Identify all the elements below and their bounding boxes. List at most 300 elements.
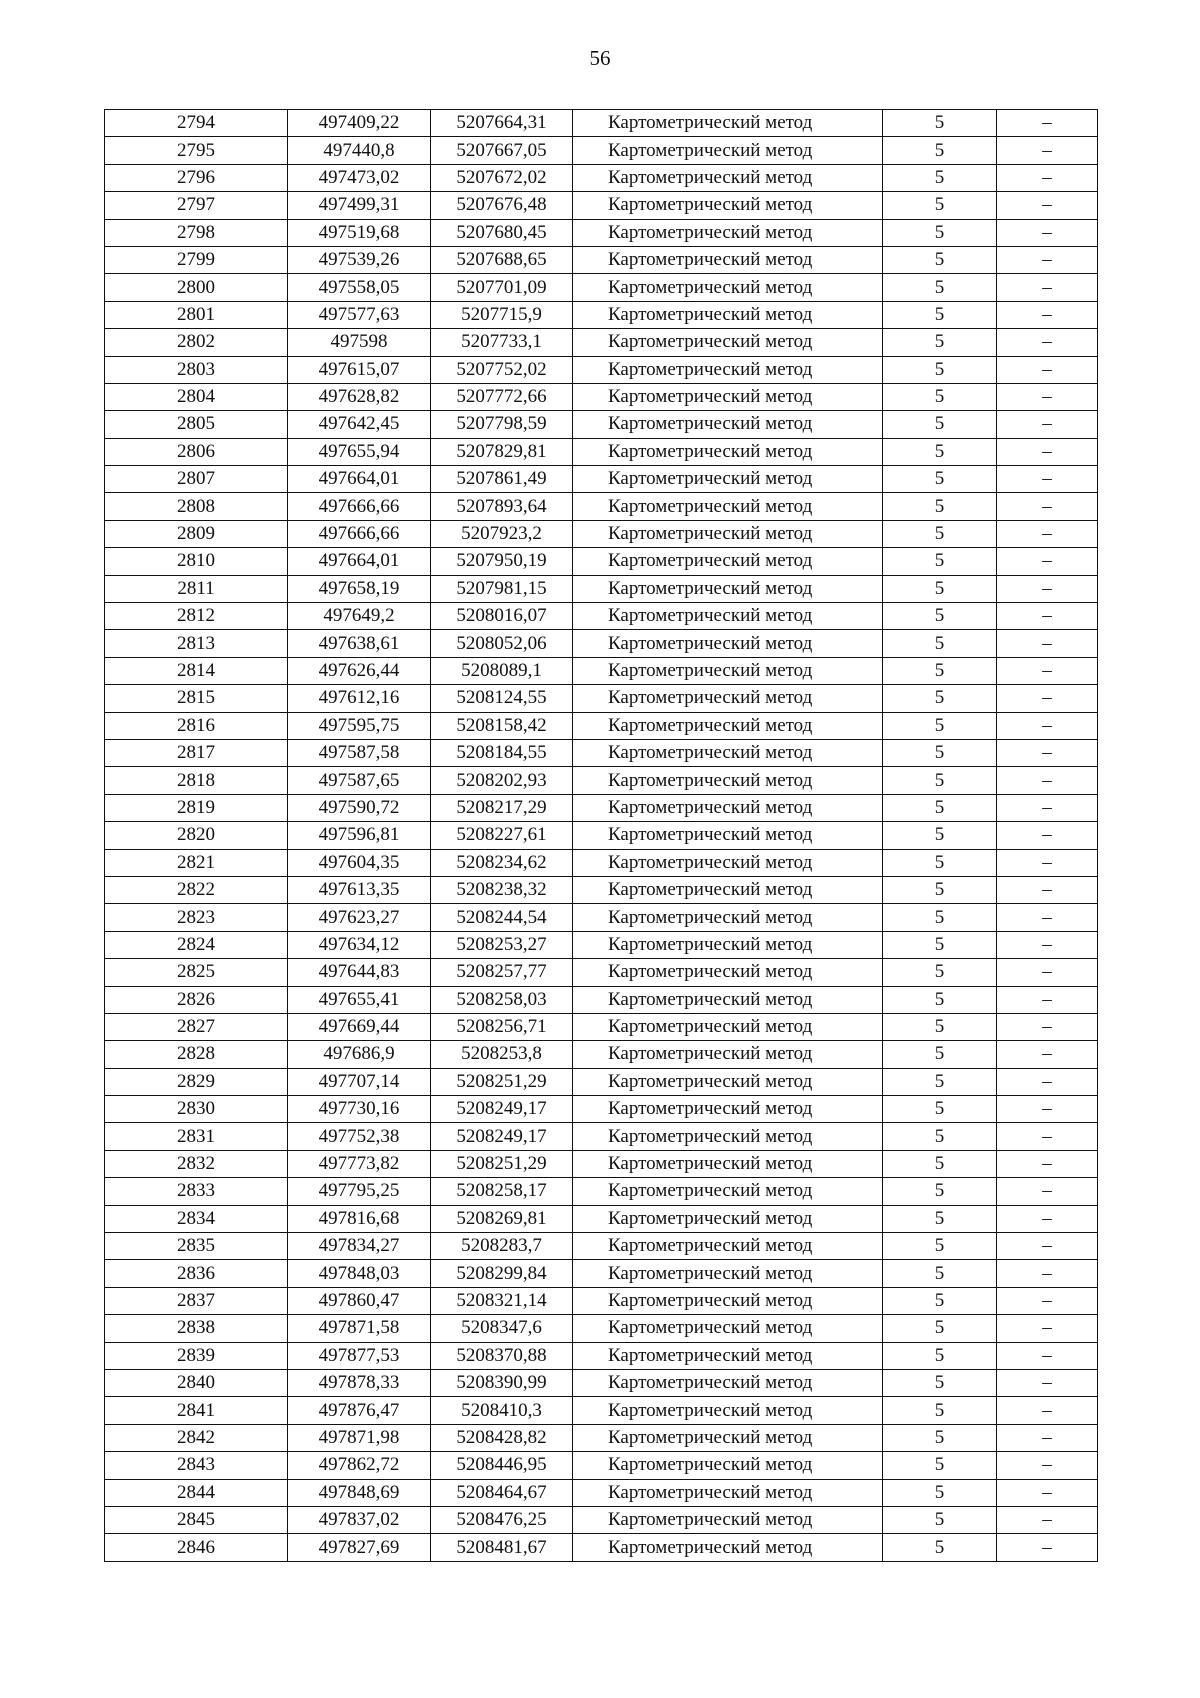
point-number-cell: 2810 <box>105 548 288 575</box>
note-cell: – <box>997 1397 1098 1424</box>
table-row <box>105 466 1098 493</box>
accuracy-cell: 5 <box>883 959 997 986</box>
table-row <box>105 1096 1098 1123</box>
x-coordinate-cell: 497655,94 <box>288 438 431 465</box>
accuracy-cell: 5 <box>883 931 997 958</box>
table-row <box>105 1397 1098 1424</box>
accuracy-cell: 5 <box>883 493 997 520</box>
y-coordinate-cell: 5207701,09 <box>431 274 573 301</box>
note-cell: – <box>997 137 1098 164</box>
x-coordinate-cell: 497596,81 <box>288 822 431 849</box>
note-cell: – <box>997 466 1098 493</box>
accuracy-cell: 5 <box>883 1452 997 1479</box>
x-coordinate-cell: 497878,33 <box>288 1369 431 1396</box>
point-number-cell: 2820 <box>105 822 288 849</box>
x-coordinate-cell: 497666,66 <box>288 520 431 547</box>
method-cell: Картометрический метод <box>573 520 883 547</box>
x-coordinate-cell: 497612,16 <box>288 685 431 712</box>
table-row <box>105 712 1098 739</box>
x-coordinate-cell: 497598 <box>288 329 431 356</box>
point-number-cell: 2837 <box>105 1287 288 1314</box>
y-coordinate-cell: 5208258,03 <box>431 986 573 1013</box>
note-cell: – <box>997 986 1098 1013</box>
x-coordinate-cell: 497795,25 <box>288 1178 431 1205</box>
accuracy-cell: 5 <box>883 1013 997 1040</box>
accuracy-cell: 5 <box>883 1315 997 1342</box>
x-coordinate-cell: 497623,27 <box>288 904 431 931</box>
x-coordinate-cell: 497558,05 <box>288 274 431 301</box>
accuracy-cell: 5 <box>883 986 997 1013</box>
y-coordinate-cell: 5207680,45 <box>431 219 573 246</box>
x-coordinate-cell: 497587,58 <box>288 739 431 766</box>
y-coordinate-cell: 5207950,19 <box>431 548 573 575</box>
note-cell: – <box>997 1369 1098 1396</box>
method-cell: Картометрический метод <box>573 712 883 739</box>
x-coordinate-cell: 497595,75 <box>288 712 431 739</box>
y-coordinate-cell: 5208251,29 <box>431 1150 573 1177</box>
x-coordinate-cell: 497613,35 <box>288 876 431 903</box>
point-number-cell: 2817 <box>105 739 288 766</box>
accuracy-cell: 5 <box>883 1424 997 1451</box>
x-coordinate-cell: 497626,44 <box>288 657 431 684</box>
y-coordinate-cell: 5208249,17 <box>431 1123 573 1150</box>
y-coordinate-cell: 5208481,67 <box>431 1534 573 1561</box>
note-cell: – <box>997 274 1098 301</box>
y-coordinate-cell: 5207715,9 <box>431 301 573 328</box>
point-number-cell: 2804 <box>105 383 288 410</box>
point-number-cell: 2843 <box>105 1452 288 1479</box>
note-cell: – <box>997 383 1098 410</box>
method-cell: Картометрический метод <box>573 1424 883 1451</box>
y-coordinate-cell: 5208428,82 <box>431 1424 573 1451</box>
note-cell: – <box>997 1424 1098 1451</box>
y-coordinate-cell: 5208052,06 <box>431 630 573 657</box>
accuracy-cell: 5 <box>883 657 997 684</box>
y-coordinate-cell: 5208158,42 <box>431 712 573 739</box>
note-cell: – <box>997 1041 1098 1068</box>
point-number-cell: 2815 <box>105 685 288 712</box>
accuracy-cell: 5 <box>883 411 997 438</box>
accuracy-cell: 5 <box>883 137 997 164</box>
accuracy-cell: 5 <box>883 603 997 630</box>
y-coordinate-cell: 5207772,66 <box>431 383 573 410</box>
table-row <box>105 356 1098 383</box>
note-cell: – <box>997 712 1098 739</box>
method-cell: Картометрический метод <box>573 356 883 383</box>
y-coordinate-cell: 5208370,88 <box>431 1342 573 1369</box>
x-coordinate-cell: 497604,35 <box>288 849 431 876</box>
method-cell: Картометрический метод <box>573 1534 883 1561</box>
accuracy-cell: 5 <box>883 1479 997 1506</box>
x-coordinate-cell: 497539,26 <box>288 246 431 273</box>
point-number-cell: 2825 <box>105 959 288 986</box>
method-cell: Картометрический метод <box>573 438 883 465</box>
accuracy-cell: 5 <box>883 739 997 766</box>
point-number-cell: 2801 <box>105 301 288 328</box>
x-coordinate-cell: 497848,69 <box>288 1479 431 1506</box>
point-number-cell: 2798 <box>105 219 288 246</box>
accuracy-cell: 5 <box>883 1150 997 1177</box>
accuracy-cell: 5 <box>883 630 997 657</box>
point-number-cell: 2806 <box>105 438 288 465</box>
x-coordinate-cell: 497860,47 <box>288 1287 431 1314</box>
x-coordinate-cell: 497837,02 <box>288 1506 431 1533</box>
table-row <box>105 794 1098 821</box>
accuracy-cell: 5 <box>883 383 997 410</box>
y-coordinate-cell: 5208253,27 <box>431 931 573 958</box>
method-cell: Картометрический метод <box>573 1096 883 1123</box>
table-row <box>105 1479 1098 1506</box>
x-coordinate-cell: 497577,63 <box>288 301 431 328</box>
table-row <box>105 246 1098 273</box>
note-cell: – <box>997 246 1098 273</box>
accuracy-cell: 5 <box>883 794 997 821</box>
method-cell: Картометрический метод <box>573 1205 883 1232</box>
table-row <box>105 986 1098 1013</box>
y-coordinate-cell: 5208184,55 <box>431 739 573 766</box>
note-cell: – <box>997 630 1098 657</box>
y-coordinate-cell: 5208410,3 <box>431 1397 573 1424</box>
accuracy-cell: 5 <box>883 164 997 191</box>
table-row <box>105 137 1098 164</box>
point-number-cell: 2816 <box>105 712 288 739</box>
accuracy-cell: 5 <box>883 1342 997 1369</box>
y-coordinate-cell: 5208202,93 <box>431 767 573 794</box>
y-coordinate-cell: 5207861,49 <box>431 466 573 493</box>
table-row <box>105 1178 1098 1205</box>
note-cell: – <box>997 1315 1098 1342</box>
method-cell: Картометрический метод <box>573 548 883 575</box>
x-coordinate-cell: 497816,68 <box>288 1205 431 1232</box>
y-coordinate-cell: 5208321,14 <box>431 1287 573 1314</box>
note-cell: – <box>997 657 1098 684</box>
y-coordinate-cell: 5208347,6 <box>431 1315 573 1342</box>
y-coordinate-cell: 5207733,1 <box>431 329 573 356</box>
accuracy-cell: 5 <box>883 1506 997 1533</box>
point-number-cell: 2797 <box>105 192 288 219</box>
point-number-cell: 2813 <box>105 630 288 657</box>
y-coordinate-cell: 5207688,65 <box>431 246 573 273</box>
y-coordinate-cell: 5207676,48 <box>431 192 573 219</box>
method-cell: Картометрический метод <box>573 1287 883 1314</box>
table-row <box>105 959 1098 986</box>
method-cell: Картометрический метод <box>573 630 883 657</box>
y-coordinate-cell: 5207829,81 <box>431 438 573 465</box>
table-row <box>105 274 1098 301</box>
point-number-cell: 2823 <box>105 904 288 931</box>
table-row <box>105 192 1098 219</box>
point-number-cell: 2819 <box>105 794 288 821</box>
point-number-cell: 2844 <box>105 1479 288 1506</box>
y-coordinate-cell: 5208249,17 <box>431 1096 573 1123</box>
point-number-cell: 2799 <box>105 246 288 273</box>
y-coordinate-cell: 5207752,02 <box>431 356 573 383</box>
method-cell: Картометрический метод <box>573 1233 883 1260</box>
x-coordinate-cell: 497773,82 <box>288 1150 431 1177</box>
method-cell: Картометрический метод <box>573 301 883 328</box>
method-cell: Картометрический метод <box>573 986 883 1013</box>
accuracy-cell: 5 <box>883 1178 997 1205</box>
x-coordinate-cell: 497590,72 <box>288 794 431 821</box>
x-coordinate-cell: 497473,02 <box>288 164 431 191</box>
accuracy-cell: 5 <box>883 876 997 903</box>
table-row <box>105 383 1098 410</box>
y-coordinate-cell: 5207667,05 <box>431 137 573 164</box>
method-cell: Картометрический метод <box>573 329 883 356</box>
x-coordinate-cell: 497615,07 <box>288 356 431 383</box>
note-cell: – <box>997 767 1098 794</box>
method-cell: Картометрический метод <box>573 1342 883 1369</box>
accuracy-cell: 5 <box>883 767 997 794</box>
table-row <box>105 1506 1098 1533</box>
y-coordinate-cell: 5207893,64 <box>431 493 573 520</box>
point-number-cell: 2839 <box>105 1342 288 1369</box>
note-cell: – <box>997 520 1098 547</box>
point-number-cell: 2846 <box>105 1534 288 1561</box>
accuracy-cell: 5 <box>883 685 997 712</box>
x-coordinate-cell: 497666,66 <box>288 493 431 520</box>
table-row <box>105 603 1098 630</box>
x-coordinate-cell: 497871,58 <box>288 1315 431 1342</box>
point-number-cell: 2833 <box>105 1178 288 1205</box>
method-cell: Картометрический метод <box>573 1123 883 1150</box>
point-number-cell: 2842 <box>105 1424 288 1451</box>
x-coordinate-cell: 497834,27 <box>288 1233 431 1260</box>
table-row <box>105 630 1098 657</box>
accuracy-cell: 5 <box>883 822 997 849</box>
y-coordinate-cell: 5208390,99 <box>431 1369 573 1396</box>
note-cell: – <box>997 301 1098 328</box>
method-cell: Картометрический метод <box>573 931 883 958</box>
x-coordinate-cell: 497871,98 <box>288 1424 431 1451</box>
method-cell: Картометрический метод <box>573 876 883 903</box>
accuracy-cell: 5 <box>883 520 997 547</box>
accuracy-cell: 5 <box>883 438 997 465</box>
point-number-cell: 2807 <box>105 466 288 493</box>
method-cell: Картометрический метод <box>573 1150 883 1177</box>
y-coordinate-cell: 5208124,55 <box>431 685 573 712</box>
accuracy-cell: 5 <box>883 329 997 356</box>
table-row <box>105 1287 1098 1314</box>
accuracy-cell: 5 <box>883 904 997 931</box>
point-number-cell: 2828 <box>105 1041 288 1068</box>
x-coordinate-cell: 497686,9 <box>288 1041 431 1068</box>
point-number-cell: 2794 <box>105 110 288 137</box>
table-row <box>105 1205 1098 1232</box>
table-row <box>105 739 1098 766</box>
note-cell: – <box>997 1178 1098 1205</box>
point-number-cell: 2841 <box>105 1397 288 1424</box>
coordinates-table <box>104 109 1098 1562</box>
table-row <box>105 1342 1098 1369</box>
method-cell: Картометрический метод <box>573 274 883 301</box>
table-row <box>105 219 1098 246</box>
x-coordinate-cell: 497664,01 <box>288 466 431 493</box>
table-row <box>105 849 1098 876</box>
y-coordinate-cell: 5208256,71 <box>431 1013 573 1040</box>
method-cell: Картометрический метод <box>573 1479 883 1506</box>
accuracy-cell: 5 <box>883 712 997 739</box>
method-cell: Картометрический метод <box>573 1041 883 1068</box>
note-cell: – <box>997 822 1098 849</box>
note-cell: – <box>997 1096 1098 1123</box>
point-number-cell: 2809 <box>105 520 288 547</box>
accuracy-cell: 5 <box>883 1123 997 1150</box>
accuracy-cell: 5 <box>883 1534 997 1561</box>
note-cell: – <box>997 1150 1098 1177</box>
accuracy-cell: 5 <box>883 1068 997 1095</box>
note-cell: – <box>997 575 1098 602</box>
note-cell: – <box>997 739 1098 766</box>
table-row <box>105 1041 1098 1068</box>
table-row <box>105 1123 1098 1150</box>
method-cell: Картометрический метод <box>573 739 883 766</box>
table-row <box>105 575 1098 602</box>
x-coordinate-cell: 497499,31 <box>288 192 431 219</box>
table-row <box>105 548 1098 575</box>
note-cell: – <box>997 959 1098 986</box>
method-cell: Картометрический метод <box>573 1315 883 1342</box>
x-coordinate-cell: 497519,68 <box>288 219 431 246</box>
point-number-cell: 2802 <box>105 329 288 356</box>
point-number-cell: 2835 <box>105 1233 288 1260</box>
table-row <box>105 493 1098 520</box>
note-cell: – <box>997 931 1098 958</box>
x-coordinate-cell: 497440,8 <box>288 137 431 164</box>
x-coordinate-cell: 497877,53 <box>288 1342 431 1369</box>
method-cell: Картометрический метод <box>573 1260 883 1287</box>
accuracy-cell: 5 <box>883 1287 997 1314</box>
point-number-cell: 2838 <box>105 1315 288 1342</box>
coordinates-table-body <box>105 110 1098 1562</box>
point-number-cell: 2831 <box>105 1123 288 1150</box>
table-row <box>105 520 1098 547</box>
y-coordinate-cell: 5208238,32 <box>431 876 573 903</box>
note-cell: – <box>997 1068 1098 1095</box>
point-number-cell: 2814 <box>105 657 288 684</box>
point-number-cell: 2840 <box>105 1369 288 1396</box>
note-cell: – <box>997 1123 1098 1150</box>
note-cell: – <box>997 438 1098 465</box>
accuracy-cell: 5 <box>883 1041 997 1068</box>
table-row <box>105 1315 1098 1342</box>
accuracy-cell: 5 <box>883 1233 997 1260</box>
note-cell: – <box>997 603 1098 630</box>
accuracy-cell: 5 <box>883 1096 997 1123</box>
y-coordinate-cell: 5208283,7 <box>431 1233 573 1260</box>
method-cell: Картометрический метод <box>573 849 883 876</box>
table-row <box>105 1150 1098 1177</box>
point-number-cell: 2822 <box>105 876 288 903</box>
point-number-cell: 2811 <box>105 575 288 602</box>
table-row <box>105 1424 1098 1451</box>
x-coordinate-cell: 497644,83 <box>288 959 431 986</box>
note-cell: – <box>997 1452 1098 1479</box>
note-cell: – <box>997 1479 1098 1506</box>
note-cell: – <box>997 1342 1098 1369</box>
method-cell: Картометрический метод <box>573 1068 883 1095</box>
y-coordinate-cell: 5207923,2 <box>431 520 573 547</box>
note-cell: – <box>997 849 1098 876</box>
note-cell: – <box>997 356 1098 383</box>
y-coordinate-cell: 5208234,62 <box>431 849 573 876</box>
x-coordinate-cell: 497587,65 <box>288 767 431 794</box>
x-coordinate-cell: 497634,12 <box>288 931 431 958</box>
x-coordinate-cell: 497669,44 <box>288 1013 431 1040</box>
point-number-cell: 2800 <box>105 274 288 301</box>
table-row <box>105 329 1098 356</box>
x-coordinate-cell: 497876,47 <box>288 1397 431 1424</box>
point-number-cell: 2834 <box>105 1205 288 1232</box>
x-coordinate-cell: 497655,41 <box>288 986 431 1013</box>
table-row <box>105 1534 1098 1561</box>
note-cell: – <box>997 1260 1098 1287</box>
note-cell: – <box>997 685 1098 712</box>
method-cell: Картометрический метод <box>573 411 883 438</box>
accuracy-cell: 5 <box>883 274 997 301</box>
method-cell: Картометрический метод <box>573 575 883 602</box>
x-coordinate-cell: 497409,22 <box>288 110 431 137</box>
method-cell: Картометрический метод <box>573 904 883 931</box>
point-number-cell: 2824 <box>105 931 288 958</box>
method-cell: Картометрический метод <box>573 822 883 849</box>
y-coordinate-cell: 5208446,95 <box>431 1452 573 1479</box>
y-coordinate-cell: 5208257,77 <box>431 959 573 986</box>
x-coordinate-cell: 497707,14 <box>288 1068 431 1095</box>
table-row <box>105 110 1098 137</box>
table-row <box>105 1013 1098 1040</box>
point-number-cell: 2818 <box>105 767 288 794</box>
note-cell: – <box>997 876 1098 903</box>
table-row <box>105 411 1098 438</box>
table-row <box>105 1452 1098 1479</box>
method-cell: Картометрический метод <box>573 1369 883 1396</box>
x-coordinate-cell: 497649,2 <box>288 603 431 630</box>
note-cell: – <box>997 1013 1098 1040</box>
y-coordinate-cell: 5208251,29 <box>431 1068 573 1095</box>
x-coordinate-cell: 497730,16 <box>288 1096 431 1123</box>
method-cell: Картометрический метод <box>573 767 883 794</box>
accuracy-cell: 5 <box>883 575 997 602</box>
table-row <box>105 164 1098 191</box>
accuracy-cell: 5 <box>883 192 997 219</box>
method-cell: Картометрический метод <box>573 219 883 246</box>
method-cell: Картометрический метод <box>573 794 883 821</box>
method-cell: Картометрический метод <box>573 110 883 137</box>
x-coordinate-cell: 497642,45 <box>288 411 431 438</box>
x-coordinate-cell: 497638,61 <box>288 630 431 657</box>
accuracy-cell: 5 <box>883 1369 997 1396</box>
accuracy-cell: 5 <box>883 1205 997 1232</box>
method-cell: Картометрический метод <box>573 246 883 273</box>
y-coordinate-cell: 5208464,67 <box>431 1479 573 1506</box>
method-cell: Картометрический метод <box>573 1397 883 1424</box>
note-cell: – <box>997 794 1098 821</box>
x-coordinate-cell: 497664,01 <box>288 548 431 575</box>
y-coordinate-cell: 5208258,17 <box>431 1178 573 1205</box>
point-number-cell: 2812 <box>105 603 288 630</box>
point-number-cell: 2808 <box>105 493 288 520</box>
table-row <box>105 685 1098 712</box>
table-row <box>105 767 1098 794</box>
point-number-cell: 2830 <box>105 1096 288 1123</box>
method-cell: Картометрический метод <box>573 603 883 630</box>
accuracy-cell: 5 <box>883 110 997 137</box>
method-cell: Картометрический метод <box>573 466 883 493</box>
method-cell: Картометрический метод <box>573 685 883 712</box>
note-cell: – <box>997 1205 1098 1232</box>
method-cell: Картометрический метод <box>573 137 883 164</box>
